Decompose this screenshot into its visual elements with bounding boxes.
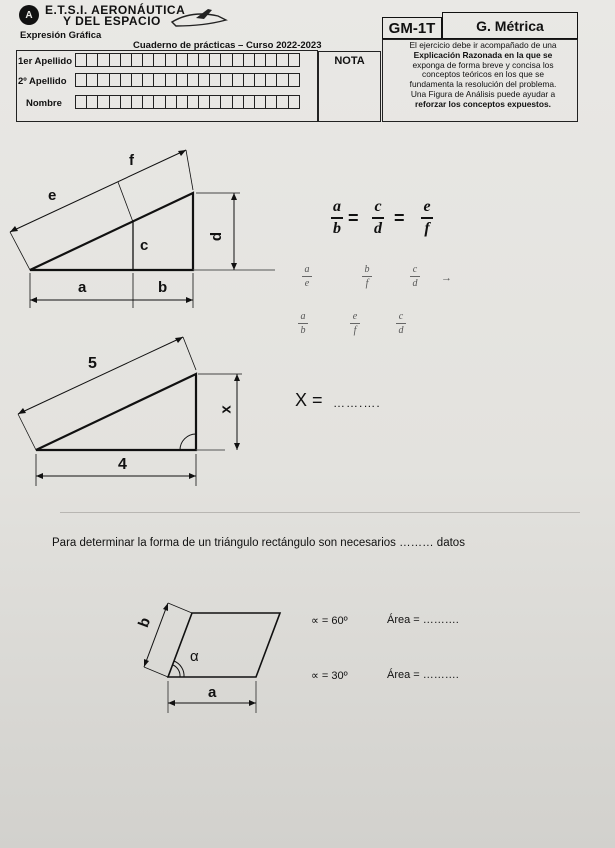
label-x: x — [217, 405, 235, 414]
label-a: a — [78, 279, 87, 296]
angle-case-1: ∝ = 60º — [311, 615, 348, 627]
label-side-a: a — [208, 684, 217, 701]
label-base: 4 — [118, 456, 127, 473]
exercise-code: GM-1T — [382, 17, 442, 39]
first-surname-label: 1er Apellido — [18, 56, 73, 67]
school-logo: A — [19, 5, 39, 25]
second-surname-label: 2º Apellido — [18, 76, 67, 87]
faint-arrow: → — [441, 272, 452, 284]
school-name-line1: E.T.S.I. AERONÁUTICA — [45, 3, 186, 17]
name-fields-frame — [16, 50, 318, 122]
first-name-label: Nombre — [26, 98, 62, 109]
label-f: f — [129, 152, 134, 169]
label-c: c — [140, 237, 149, 254]
faint-ratio: e f — [350, 311, 360, 336]
exercise-name: G. Métrica — [442, 12, 578, 39]
equals-sign: = — [348, 208, 359, 228]
faint-ratio: a e — [302, 264, 312, 289]
instructions-text: El ejercicio debe ir acompañado de una Explicación Razonada en la que se exponga de forma breve y concisa los conceptos teóricos en los que se fundamenta la resolución del problema. Una Figura de Análisis puede ayudar a reforzar los conceptos expuestos. — [409, 40, 557, 109]
ratio-c-d: c d — [374, 198, 382, 237]
shape-statement: Para determinar la forma de un triángulo rectángulo son necesarios ……… datos — [52, 537, 465, 549]
notebook-title: Cuaderno de prácticas – Curso 2022-2023 — [133, 40, 322, 51]
parallelogram-figure — [130, 595, 290, 725]
label-e: e — [48, 187, 57, 204]
similar-triangles-figure — [0, 140, 280, 315]
label-b: b — [158, 279, 168, 296]
school-name-line2: Y DEL ESPACIO — [63, 14, 161, 28]
label-side-b: b — [135, 615, 155, 630]
ratio-a-b: a b — [333, 198, 341, 237]
label-hypotenuse: 5 — [88, 355, 97, 372]
area-blank-1[interactable]: Área = ………. — [387, 614, 459, 626]
label-alpha: α — [190, 648, 199, 665]
faint-ratio: c d — [396, 311, 406, 336]
subject-title: Expresión Gráfica — [20, 30, 102, 41]
faint-divider — [60, 512, 580, 513]
x-equation: X = — [295, 390, 323, 410]
ratio-e-f: e f — [421, 198, 433, 238]
label-d: d — [208, 231, 226, 242]
area-blank-2[interactable]: Área = ………. — [387, 669, 459, 681]
angle-case-2: ∝ = 30º — [311, 670, 348, 682]
faint-ratio: a b — [298, 311, 308, 336]
faint-ratio: c d — [410, 264, 420, 289]
grade-label: NOTA — [334, 55, 365, 67]
faint-ratio: b f — [362, 264, 372, 289]
equals-sign: = — [394, 208, 405, 228]
x-answer-blank[interactable]: …….…. — [333, 396, 381, 410]
